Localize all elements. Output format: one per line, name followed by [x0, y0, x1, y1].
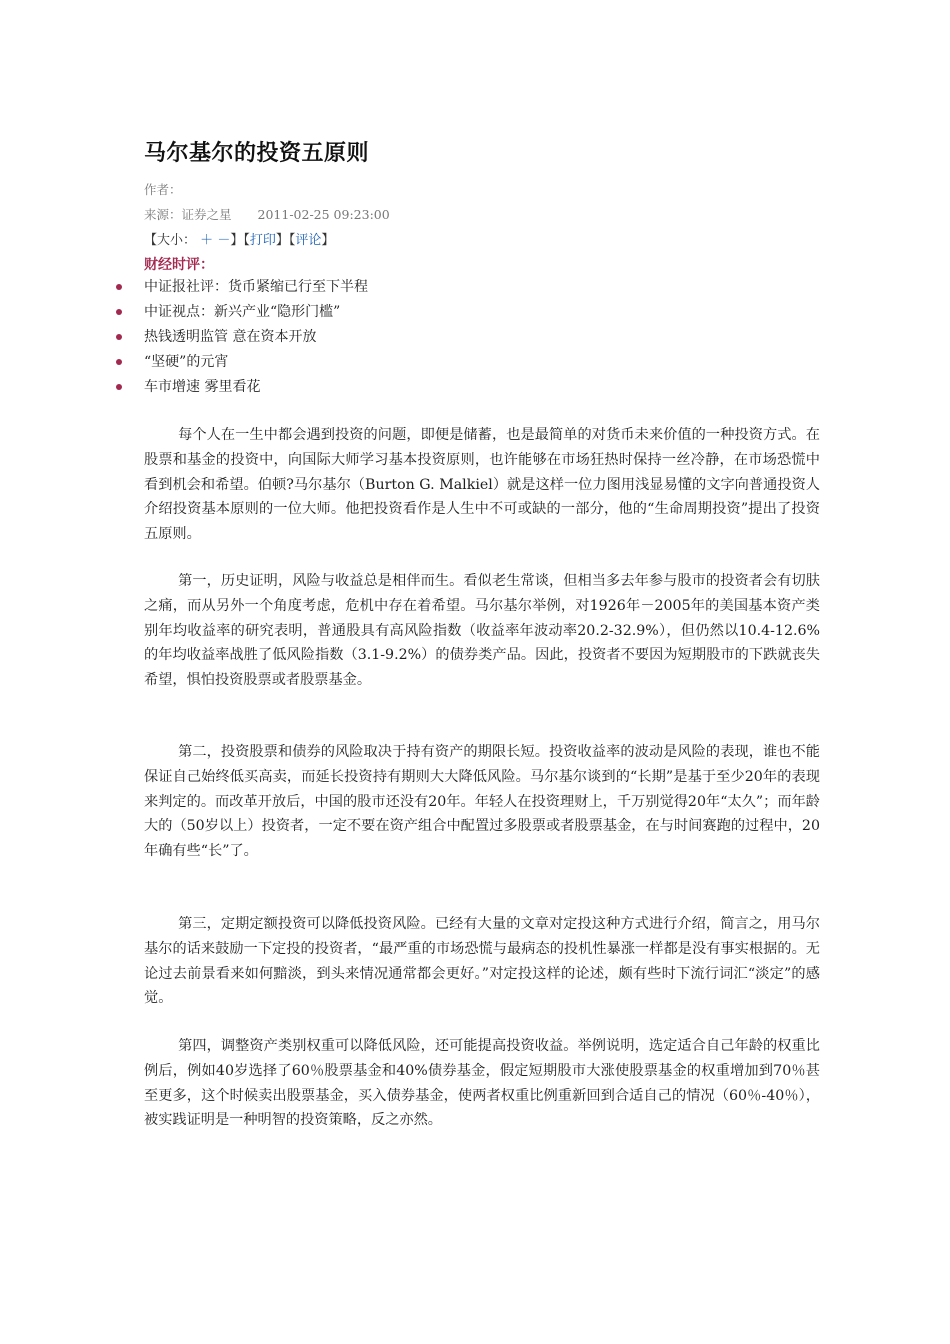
bracket-close: 】	[321, 233, 335, 248]
body-paragraph: 第二，投资股票和债券的风险取决于持有资产的期限长短。投资收益率的波动是风险的表现，谁也不能保证自己始终低买高卖，而延长投资持有期则大大降低风险。马尔基尔谈到的“长期”是基于至少20年的表现来判定的。而改革开放后，中国的股市还没有20年。年轻人在投资理财上，千万别觉得20年“太久”；而年龄大的（50岁以上）投资者，一定不要在资产组合中配置过多股票或者股票基金，在与时间赛跑的过程中，20年确有些“长”了。	[144, 744, 820, 860]
list-item[interactable]	[144, 326, 368, 351]
body-paragraph: 第四，调整资产类别权重可以降低风险，还可能提高投资收益。举例说明，选定适合自己年龄的权重比例后，例如40岁选择了60％股票基金和40%债券基金，假定短期股市大涨使股票基金的权重增加到70％甚至更多，这个时候卖出股票基金，买入债券基金，使两者权重比例重新回到合适自己的情况（60％-40％），被实践证明是一种明智的投资策略，反之亦然。	[144, 1038, 820, 1129]
publish-datetime: 2011-02-25 09:23:00	[257, 207, 390, 222]
list-item[interactable]	[144, 276, 368, 301]
comment-link[interactable]: 评论	[295, 233, 322, 248]
list-item[interactable]	[144, 376, 368, 401]
bullet-icon	[116, 384, 122, 390]
body-paragraph: 第一，历史证明，风险与收益总是相伴而生。看似老生常谈，但相当多去年参与股市的投资者会有切肤之痛，而从另外一个角度考虑，危机中存在着希望。马尔基尔举例，对1926年－2005年的美国基本资产类别年均收益率的研究表明，普通股具有高风险指数（收益率年波动率20.2-32.9%），但仍然以10.4-12.6%的年均收益率战胜了低风险指数（3.1-9.2%）的债券类产品。因此，投资者不要因为短期股市的下跌就丧失希望，惧怕投资股票或者股票基金。	[144, 573, 820, 689]
news-link[interactable]: “坚硬”的元宵	[144, 354, 229, 370]
article-toolbar	[144, 229, 334, 248]
related-news-heading: 财经时评：	[144, 257, 214, 273]
bullet-icon	[116, 309, 122, 315]
print-link[interactable]: 打印	[249, 233, 276, 248]
news-link[interactable]: 中证视点：新兴产业“隐形门槛”	[144, 304, 341, 320]
font-size-decrease-button[interactable]: －	[217, 233, 231, 248]
news-link[interactable]: 热钱透明监管 意在资本开放	[144, 329, 317, 345]
bracket-open: 【	[243, 233, 250, 248]
bullet-icon	[116, 359, 122, 365]
list-item[interactable]	[144, 351, 368, 376]
bullet-icon	[116, 284, 122, 290]
bracket-open: 【	[288, 233, 296, 248]
source-label: 来源：证券之星	[144, 207, 232, 222]
article-title: 马尔基尔的投资五原则	[144, 141, 370, 166]
bracket-close: 】	[230, 233, 244, 248]
body-paragraph: 每个人在一生中都会遇到投资的问题，即便是储蓄，也是最简单的对货币未来价值的一种投资方式。在股票和基金的投资中，向国际大师学习基本投资原则，也许能够在市场狂热时保持一丝冷静，在市场恐慌中看到机会和希望。伯顿?马尔基尔（Burton G. Malkiel）就是这样一位力图用浅显易懂的文字向普通投资人介绍投资基本原则的一位大师。他把投资看作是人生中不可或缺的一部分，他的“生命周期投资”提出了投资五原则。	[144, 427, 820, 543]
source-line	[144, 205, 390, 223]
bracket-close: 】	[275, 233, 289, 248]
news-link[interactable]: 车市增速 雾里看花	[144, 379, 261, 395]
body-paragraph: 第三，定期定额投资可以降低投资风险。已经有大量的文章对定投这种方式进行介绍，简言之，用马尔基尔的话来鼓励一下定投的投资者，“最严重的市场恐慌与最病态的投机性暴涨一样都是没有事实根据的。无论过去前景看来如何黯淡，到头来情况通常都会更好。”对定投这样的论述，颇有些时下流行词汇“淡定”的感觉。	[144, 916, 820, 1007]
font-size-label: 【大小：	[144, 233, 197, 248]
bullet-icon	[116, 334, 122, 340]
news-link[interactable]: 中证报社评：货币紧缩已行至下半程	[144, 279, 368, 295]
list-item[interactable]	[144, 301, 368, 326]
related-news-list	[144, 276, 368, 401]
font-size-increase-button[interactable]: ＋	[200, 233, 214, 248]
author-line: 作者：	[144, 182, 182, 197]
